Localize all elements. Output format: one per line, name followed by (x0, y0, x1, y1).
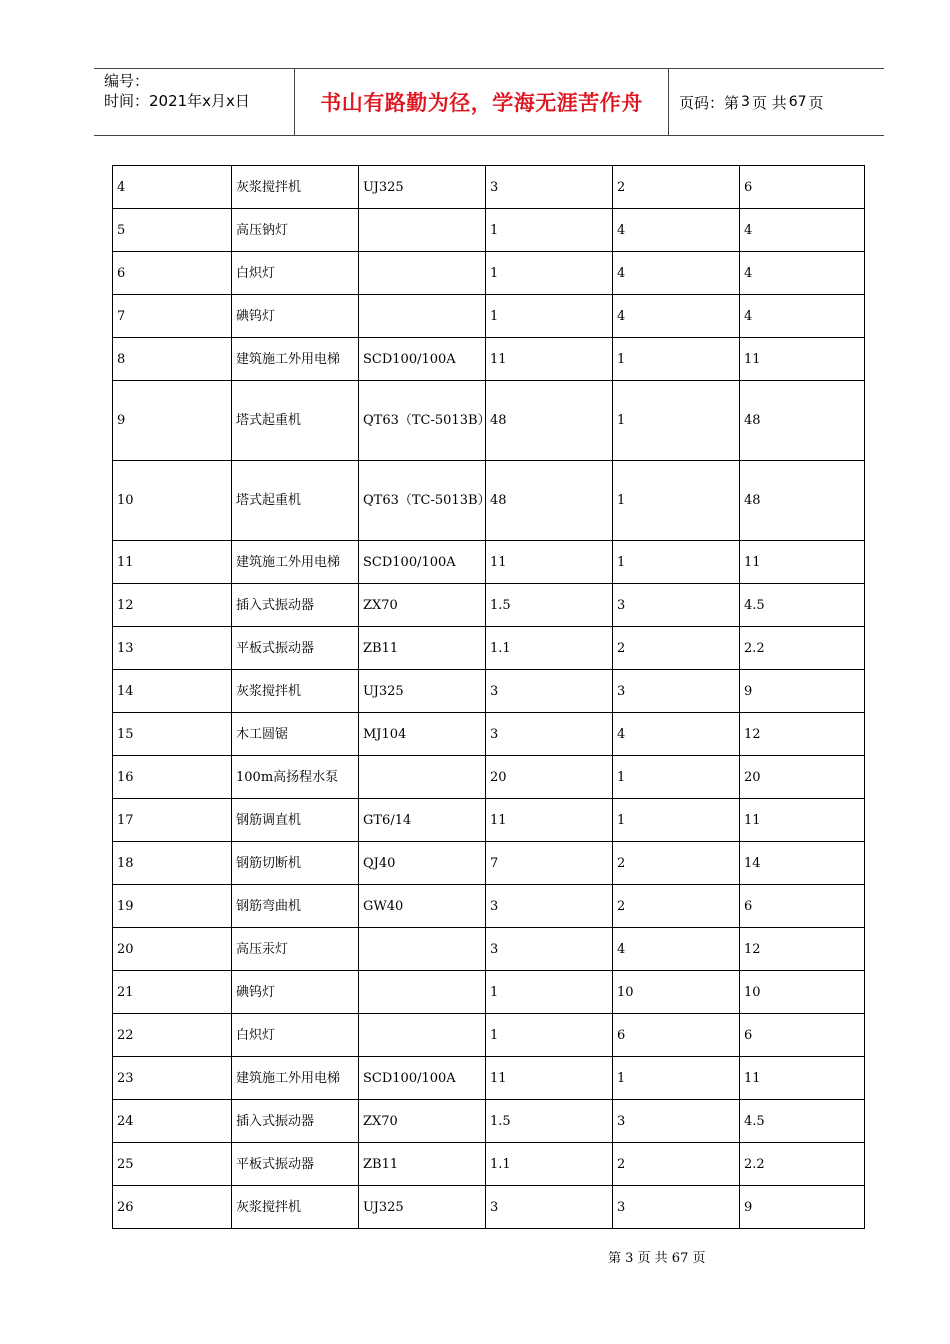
row-number-cell: 9 (113, 381, 232, 461)
time-label: 时间：2021年x月x日 (104, 92, 250, 110)
total-power-cell: 6 (740, 166, 865, 209)
unit-power-cell: 3 (486, 670, 613, 713)
serial-label: 编号： (104, 72, 150, 90)
table-row (113, 381, 865, 461)
unit-power-cell: 3 (486, 928, 613, 971)
table-row (113, 295, 865, 338)
unit-power-cell: 1 (486, 971, 613, 1014)
quantity-cell: 4 (613, 209, 740, 252)
total-power-cell: 11 (740, 541, 865, 584)
unit-power-cell: 3 (486, 1186, 613, 1229)
header-meta (94, 69, 295, 135)
table-row (113, 1186, 865, 1229)
quantity-cell: 3 (613, 670, 740, 713)
row-number-cell: 21 (113, 971, 232, 1014)
quantity-cell: 1 (613, 756, 740, 799)
quantity-cell: 2 (613, 885, 740, 928)
row-number-cell: 19 (113, 885, 232, 928)
equipment-model-cell: ZX70 (359, 584, 486, 627)
page-mid: 页 共 (751, 93, 787, 112)
unit-power-cell: 3 (486, 885, 613, 928)
quantity-cell: 1 (613, 381, 740, 461)
quantity-cell: 1 (613, 799, 740, 842)
equipment-model-cell (359, 252, 486, 295)
equipment-name-cell: 钢筋调直机 (232, 799, 359, 842)
quantity-cell: 3 (613, 584, 740, 627)
unit-power-cell: 11 (486, 799, 613, 842)
total-power-cell: 10 (740, 971, 865, 1014)
total-power-cell: 4.5 (740, 584, 865, 627)
total-power-cell: 48 (740, 461, 865, 541)
row-number-cell: 14 (113, 670, 232, 713)
equipment-model-cell: SCD100/100A (359, 1057, 486, 1100)
table-row (113, 842, 865, 885)
table-row (113, 799, 865, 842)
equipment-name-cell: 钢筋切断机 (232, 842, 359, 885)
equipment-name-cell: 高压钠灯 (232, 209, 359, 252)
equipment-name-cell: 碘钨灯 (232, 295, 359, 338)
quantity-cell: 4 (613, 295, 740, 338)
row-number-cell: 6 (113, 252, 232, 295)
unit-power-cell: 1.5 (486, 1100, 613, 1143)
unit-power-cell: 20 (486, 756, 613, 799)
equipment-model-cell: UJ325 (359, 670, 486, 713)
equipment-model-cell: SCD100/100A (359, 541, 486, 584)
total-power-cell: 6 (740, 885, 865, 928)
quantity-cell: 6 (613, 1014, 740, 1057)
equipment-name-cell: 建筑施工外用电梯 (232, 1057, 359, 1100)
row-number-cell: 15 (113, 713, 232, 756)
row-number-cell: 22 (113, 1014, 232, 1057)
equipment-name-cell: 插入式振动器 (232, 1100, 359, 1143)
total-power-cell: 4 (740, 295, 865, 338)
table-row (113, 252, 865, 295)
equipment-model-cell: QT63（TC-5013B） (359, 461, 486, 541)
table-row (113, 971, 865, 1014)
total-power-cell: 11 (740, 338, 865, 381)
quantity-cell: 1 (613, 1057, 740, 1100)
unit-power-cell: 11 (486, 338, 613, 381)
equipment-model-cell: ZB11 (359, 627, 486, 670)
equipment-name-cell: 白炽灯 (232, 252, 359, 295)
equipment-name-cell: 塔式起重机 (232, 461, 359, 541)
equipment-model-cell: MJ104 (359, 713, 486, 756)
unit-power-cell: 1 (486, 252, 613, 295)
total-power-cell: 4.5 (740, 1100, 865, 1143)
equipment-model-cell (359, 1014, 486, 1057)
row-number-cell: 25 (113, 1143, 232, 1186)
row-number-cell: 24 (113, 1100, 232, 1143)
unit-power-cell: 7 (486, 842, 613, 885)
equipment-model-cell: SCD100/100A (359, 338, 486, 381)
total-power-cell: 4 (740, 252, 865, 295)
unit-power-cell: 1 (486, 295, 613, 338)
table-row (113, 1100, 865, 1143)
table-row (113, 627, 865, 670)
equipment-table (112, 165, 865, 1229)
row-number-cell: 5 (113, 209, 232, 252)
table-row (113, 885, 865, 928)
equipment-model-cell (359, 756, 486, 799)
equipment-model-cell: UJ325 (359, 166, 486, 209)
table-row (113, 756, 865, 799)
table-row (113, 1057, 865, 1100)
row-number-cell: 13 (113, 627, 232, 670)
total-power-cell: 6 (740, 1014, 865, 1057)
quantity-cell: 4 (613, 928, 740, 971)
total-power-cell: 11 (740, 1057, 865, 1100)
row-number-cell: 18 (113, 842, 232, 885)
unit-power-cell: 1.1 (486, 627, 613, 670)
equipment-name-cell: 木工圆锯 (232, 713, 359, 756)
unit-power-cell: 48 (486, 381, 613, 461)
table-row (113, 670, 865, 713)
equipment-name-cell: 白炽灯 (232, 1014, 359, 1057)
row-number-cell: 10 (113, 461, 232, 541)
row-number-cell: 16 (113, 756, 232, 799)
table-row (113, 209, 865, 252)
equipment-model-cell: ZB11 (359, 1143, 486, 1186)
total-power-cell: 20 (740, 756, 865, 799)
equipment-name-cell: 钢筋弯曲机 (232, 885, 359, 928)
quantity-cell: 3 (613, 1100, 740, 1143)
unit-power-cell: 3 (486, 713, 613, 756)
quantity-cell: 1 (613, 338, 740, 381)
equipment-name-cell: 灰浆搅拌机 (232, 670, 359, 713)
equipment-model-cell: UJ325 (359, 1186, 486, 1229)
unit-power-cell: 1.5 (486, 584, 613, 627)
header-motto: 书山有路勤为径，学海无涯苦作舟 (295, 69, 669, 135)
quantity-cell: 10 (613, 971, 740, 1014)
table-row (113, 584, 865, 627)
equipment-model-cell: QT63（TC-5013B） (359, 381, 486, 461)
table-row (113, 166, 865, 209)
table-row (113, 1143, 865, 1186)
row-number-cell: 12 (113, 584, 232, 627)
equipment-name-cell: 平板式振动器 (232, 627, 359, 670)
total-power-cell: 12 (740, 713, 865, 756)
equipment-table-body (113, 166, 865, 1229)
quantity-cell: 1 (613, 541, 740, 584)
total-power-cell: 4 (740, 209, 865, 252)
row-number-cell: 20 (113, 928, 232, 971)
total-power-cell: 9 (740, 1186, 865, 1229)
unit-power-cell: 1 (486, 1014, 613, 1057)
equipment-name-cell: 灰浆搅拌机 (232, 166, 359, 209)
total-power-cell: 2.2 (740, 1143, 865, 1186)
equipment-model-cell (359, 209, 486, 252)
row-number-cell: 17 (113, 799, 232, 842)
equipment-model-cell: QJ40 (359, 842, 486, 885)
row-number-cell: 11 (113, 541, 232, 584)
total-power-cell: 9 (740, 670, 865, 713)
quantity-cell: 1 (613, 461, 740, 541)
table-row (113, 461, 865, 541)
total-power-cell: 2.2 (740, 627, 865, 670)
table-row (113, 1014, 865, 1057)
total-power-cell: 14 (740, 842, 865, 885)
page-prefix: 页码：第 (679, 93, 740, 112)
page-header (94, 68, 884, 136)
quantity-cell: 4 (613, 713, 740, 756)
equipment-name-cell: 平板式振动器 (232, 1143, 359, 1186)
equipment-model-cell (359, 971, 486, 1014)
table-row (113, 338, 865, 381)
row-number-cell: 7 (113, 295, 232, 338)
equipment-model-cell: ZX70 (359, 1100, 486, 1143)
quantity-cell: 2 (613, 842, 740, 885)
table-row (113, 713, 865, 756)
page-total: 67 (788, 94, 807, 110)
table-row (113, 541, 865, 584)
equipment-name-cell: 建筑施工外用电梯 (232, 338, 359, 381)
unit-power-cell: 11 (486, 1057, 613, 1100)
unit-power-cell: 48 (486, 461, 613, 541)
equipment-name-cell: 100m高扬程水泵 (232, 756, 359, 799)
equipment-name-cell: 高压汞灯 (232, 928, 359, 971)
unit-power-cell: 1.1 (486, 1143, 613, 1186)
quantity-cell: 2 (613, 166, 740, 209)
page-suffix: 页 (808, 93, 824, 112)
quantity-cell: 2 (613, 1143, 740, 1186)
quantity-cell: 2 (613, 627, 740, 670)
quantity-cell: 4 (613, 252, 740, 295)
equipment-name-cell: 灰浆搅拌机 (232, 1186, 359, 1229)
page-current: 3 (741, 94, 750, 110)
total-power-cell: 12 (740, 928, 865, 971)
quantity-cell: 3 (613, 1186, 740, 1229)
equipment-name-cell: 建筑施工外用电梯 (232, 541, 359, 584)
equipment-model-cell (359, 295, 486, 338)
equipment-name-cell: 塔式起重机 (232, 381, 359, 461)
equipment-name-cell: 插入式振动器 (232, 584, 359, 627)
equipment-name-cell: 碘钨灯 (232, 971, 359, 1014)
row-number-cell: 8 (113, 338, 232, 381)
header-page-info (669, 69, 884, 135)
equipment-model-cell (359, 928, 486, 971)
row-number-cell: 26 (113, 1186, 232, 1229)
row-number-cell: 23 (113, 1057, 232, 1100)
total-power-cell: 11 (740, 799, 865, 842)
unit-power-cell: 1 (486, 209, 613, 252)
unit-power-cell: 3 (486, 166, 613, 209)
equipment-model-cell: GW40 (359, 885, 486, 928)
page-footer: 第 3 页 共 67 页 (608, 1251, 706, 1266)
table-row (113, 928, 865, 971)
unit-power-cell: 11 (486, 541, 613, 584)
total-power-cell: 48 (740, 381, 865, 461)
equipment-model-cell: GT6/14 (359, 799, 486, 842)
row-number-cell: 4 (113, 166, 232, 209)
